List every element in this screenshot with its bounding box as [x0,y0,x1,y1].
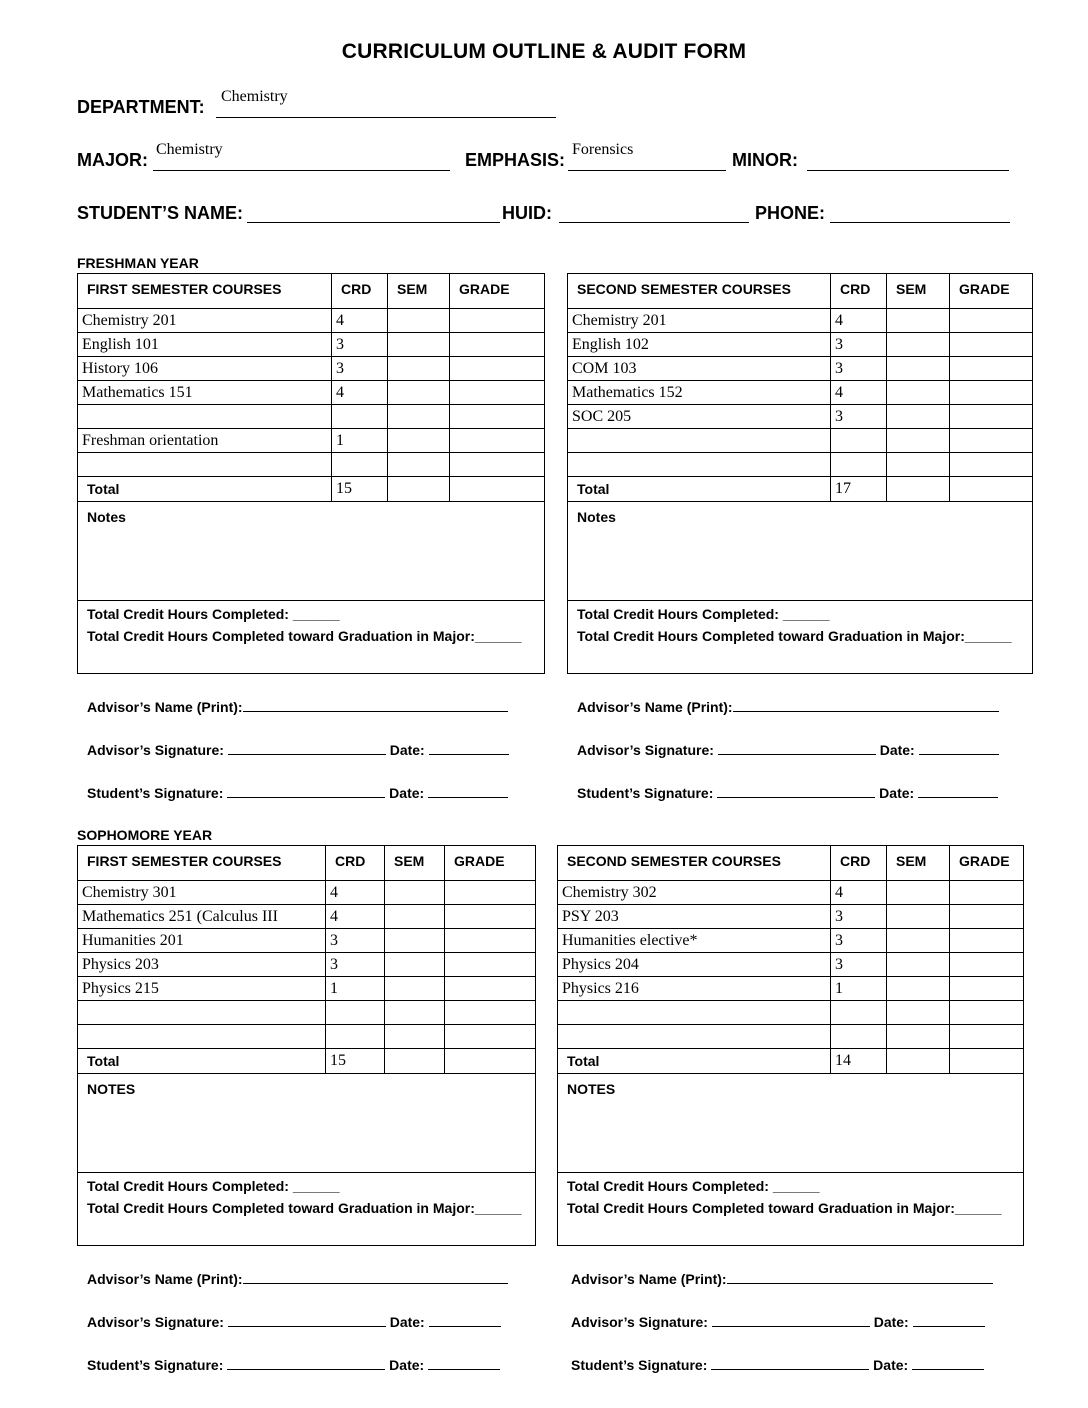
crd-cell[interactable]: 3 [831,953,887,977]
minor-label: MINOR: [732,150,798,170]
sophomore-year-label: SOPHOMORE YEAR [77,827,213,843]
advisor-signature-label: Advisor’s Signature: [571,1314,708,1330]
total-label: Total [78,1049,326,1074]
course-cell[interactable] [568,453,831,477]
credit-hours-completed: Total Credit Hours Completed: ______ [87,606,340,622]
course-cell[interactable] [568,429,831,453]
course-cell[interactable]: Physics 203 [78,953,326,977]
advisor-name-line[interactable] [87,1269,508,1287]
student-signature-line[interactable] [87,1355,500,1373]
freshman-first-semester-table [77,273,545,674]
grade-cell[interactable] [450,405,545,429]
sem-cell[interactable] [887,405,950,429]
advisor-signature-line[interactable] [87,1312,501,1330]
grade-cell[interactable] [445,881,536,905]
advisor-name-line[interactable] [571,1269,993,1287]
crd-cell[interactable]: 4 [831,309,887,333]
phone-label: PHONE: [755,203,826,223]
freshman-year-label: FRESHMAN YEAR [77,255,199,271]
date-label: Date: [389,1357,425,1373]
grade-cell[interactable] [445,1049,536,1074]
department-value: Chemistry [221,88,288,105]
course-cell[interactable] [78,405,332,429]
emphasis-field[interactable] [568,170,726,171]
date-label: Date: [389,742,425,758]
sem-cell[interactable] [887,977,950,1001]
course-cell[interactable]: English 101 [78,333,332,357]
student-name-field[interactable] [247,222,500,223]
grade-cell[interactable] [950,429,1033,453]
crd-cell[interactable]: 4 [326,881,385,905]
student-signature-label: Student’s Signature: [577,785,714,801]
grade-cell[interactable] [445,1001,536,1025]
crd-cell[interactable]: 1 [332,429,388,453]
course-cell[interactable]: Chemistry 301 [78,881,326,905]
advisor-name-label: Advisor’s Name (Print): [87,699,243,715]
sem-cell[interactable] [887,477,950,502]
course-cell[interactable]: English 102 [568,333,831,357]
date-label: Date: [873,1357,909,1373]
crd-cell[interactable]: 4 [831,381,887,405]
crd-cell[interactable]: 4 [831,881,887,905]
sem-cell[interactable] [385,1049,445,1074]
crd-cell[interactable]: 3 [831,905,887,929]
grade-cell[interactable] [450,381,545,405]
course-cell[interactable] [78,1025,326,1049]
col-header-sem: SEM [385,846,445,881]
notes-label: NOTES [567,1081,616,1097]
sem-cell[interactable] [887,881,950,905]
advisor-signature-line[interactable] [87,740,509,758]
sophomore-first-semester-table [77,845,536,1246]
form-title: CURRICULUM OUTLINE & AUDIT FORM [341,40,747,63]
credit-summary [568,601,1033,674]
sem-cell[interactable] [887,905,950,929]
credit-hours-graduation: Total Credit Hours Completed toward Graduation in Major:______ [87,1200,522,1216]
course-cell[interactable]: COM 103 [568,357,831,381]
course-cell[interactable]: Mathematics 251 (Calculus III [78,905,326,929]
grade-cell[interactable] [445,929,536,953]
advisor-name-line[interactable] [87,697,508,715]
notes-box[interactable] [558,1074,1024,1173]
course-cell[interactable]: Mathematics 151 [78,381,332,405]
crd-cell[interactable]: 3 [831,929,887,953]
advisor-name-label: Advisor’s Name (Print): [87,1271,243,1287]
student-signature-line[interactable] [571,1355,984,1373]
col-header-grade: GRADE [950,274,1033,309]
crd-cell[interactable]: 4 [332,381,388,405]
course-cell[interactable]: Chemistry 302 [558,881,831,905]
grade-cell[interactable] [450,429,545,453]
grade-cell[interactable] [950,405,1033,429]
student-signature-label: Student’s Signature: [571,1357,708,1373]
major-field[interactable] [153,170,450,171]
credit-hours-completed: Total Credit Hours Completed: ______ [577,606,830,622]
grade-cell[interactable] [445,977,536,1001]
grade-cell[interactable] [450,357,545,381]
sem-cell[interactable] [385,1001,445,1025]
sem-cell[interactable] [388,429,450,453]
advisor-name-line[interactable] [577,697,999,715]
crd-cell[interactable]: 4 [326,905,385,929]
grade-cell[interactable] [950,477,1033,502]
sem-cell[interactable] [385,905,445,929]
advisor-name-label: Advisor’s Name (Print): [571,1271,727,1287]
sem-cell[interactable] [385,881,445,905]
student-signature-label: Student’s Signature: [87,785,224,801]
crd-cell[interactable]: 1 [831,977,887,1001]
total-crd[interactable]: 17 [831,477,887,502]
huid-label: HUID: [502,203,552,223]
student-signature-line[interactable] [577,783,998,801]
grade-cell[interactable] [445,953,536,977]
emphasis-label: EMPHASIS: [465,150,566,170]
advisor-signature-label: Advisor’s Signature: [87,742,224,758]
crd-cell[interactable] [831,429,887,453]
sem-cell[interactable] [887,381,950,405]
major-label: MAJOR: [77,150,148,170]
notes-box[interactable] [568,502,1033,601]
course-cell[interactable] [78,1001,326,1025]
course-cell[interactable]: Physics 215 [78,977,326,1001]
grade-cell[interactable] [950,333,1033,357]
freshman-second-semester-table [567,273,1033,674]
sem-cell[interactable] [388,381,450,405]
total-crd[interactable]: 14 [831,1049,887,1074]
date-label: Date: [389,785,425,801]
advisor-signature-line[interactable] [577,740,999,758]
col-header-grade: GRADE [450,274,545,309]
sem-cell[interactable] [887,1049,950,1074]
crd-cell[interactable] [831,1025,887,1049]
col-header-crd: CRD [831,274,887,309]
sem-cell[interactable] [385,977,445,1001]
course-cell[interactable]: History 106 [78,357,332,381]
crd-cell[interactable]: 4 [332,309,388,333]
notes-label: Notes [577,509,616,525]
course-cell[interactable]: Physics 216 [558,977,831,1001]
crd-cell[interactable]: 3 [326,953,385,977]
huid-field[interactable] [559,222,749,223]
course-cell[interactable]: Freshman orientation [78,429,332,453]
col-header-grade: GRADE [950,846,1024,881]
crd-cell[interactable]: 3 [332,357,388,381]
sem-cell[interactable] [388,357,450,381]
sem-cell[interactable] [385,953,445,977]
sem-cell[interactable] [887,453,950,477]
credit-summary [558,1173,1024,1246]
col-header-sem: SEM [887,274,950,309]
col-header-grade: GRADE [445,846,536,881]
col-header-sem: SEM [388,274,450,309]
crd-cell[interactable]: 3 [831,405,887,429]
credit-hours-graduation: Total Credit Hours Completed toward Graduation in Major:______ [567,1200,1002,1216]
sem-cell[interactable] [887,929,950,953]
crd-cell[interactable] [332,453,388,477]
advisor-signature-label: Advisor’s Signature: [87,1314,224,1330]
grade-cell[interactable] [450,453,545,477]
major-value: Chemistry [156,141,223,158]
credit-summary [78,1173,536,1246]
total-label: Total [78,477,332,502]
student-signature-label: Student’s Signature: [87,1357,224,1373]
grade-cell[interactable] [445,1025,536,1049]
credit-summary [78,601,545,674]
grade-cell[interactable] [450,309,545,333]
col-header-courses: SECOND SEMESTER COURSES [568,274,831,309]
sem-cell[interactable] [887,1001,950,1025]
col-header-courses: FIRST SEMESTER COURSES [78,846,326,881]
grade-cell[interactable] [450,333,545,357]
student-name-label: STUDENT’S NAME: [77,203,243,223]
grade-cell[interactable] [445,905,536,929]
date-label: Date: [879,742,915,758]
course-cell[interactable]: Chemistry 201 [78,309,332,333]
date-label: Date: [389,1314,425,1330]
grade-cell[interactable] [950,881,1024,905]
sem-cell[interactable] [887,309,950,333]
advisor-name-label: Advisor’s Name (Print): [577,699,733,715]
notes-label: NOTES [87,1081,136,1097]
advisor-signature-label: Advisor’s Signature: [577,742,714,758]
col-header-crd: CRD [831,846,887,881]
total-crd[interactable]: 15 [326,1049,385,1074]
total-crd[interactable]: 15 [332,477,388,502]
course-cell[interactable] [78,453,332,477]
grade-cell[interactable] [950,905,1024,929]
grade-cell[interactable] [950,1025,1024,1049]
grade-cell[interactable] [950,381,1033,405]
crd-cell[interactable]: 1 [326,977,385,1001]
notes-box[interactable] [78,502,545,601]
course-cell[interactable]: Physics 204 [558,953,831,977]
course-cell[interactable]: PSY 203 [558,905,831,929]
sem-cell[interactable] [887,357,950,381]
grade-cell[interactable] [950,309,1033,333]
course-cell[interactable]: Mathematics 152 [568,381,831,405]
course-cell[interactable]: Humanities elective* [558,929,831,953]
sem-cell[interactable] [887,333,950,357]
sem-cell[interactable] [388,405,450,429]
sem-cell[interactable] [385,1025,445,1049]
emphasis-value: Forensics [572,141,634,158]
credit-hours-completed: Total Credit Hours Completed: ______ [567,1178,820,1194]
sem-cell[interactable] [388,477,450,502]
date-label: Date: [873,1314,909,1330]
credit-hours-graduation: Total Credit Hours Completed toward Graduation in Major:______ [577,628,1012,644]
crd-cell[interactable] [332,405,388,429]
phone-field[interactable] [830,222,1010,223]
sem-cell[interactable] [887,953,950,977]
crd-cell[interactable] [326,1001,385,1025]
grade-cell[interactable] [950,453,1033,477]
notes-label: Notes [87,509,126,525]
crd-cell[interactable]: 3 [831,333,887,357]
grade-cell[interactable] [950,1049,1024,1074]
sem-cell[interactable] [388,309,450,333]
department-field[interactable] [216,117,556,118]
credit-hours-completed: Total Credit Hours Completed: ______ [87,1178,340,1194]
crd-cell[interactable] [831,1001,887,1025]
student-signature-line[interactable] [87,783,508,801]
credit-hours-graduation: Total Credit Hours Completed toward Graduation in Major:______ [87,628,522,644]
col-header-crd: CRD [326,846,385,881]
advisor-signature-line[interactable] [571,1312,985,1330]
sem-cell[interactable] [385,929,445,953]
sem-cell[interactable] [388,453,450,477]
crd-cell[interactable] [831,453,887,477]
grade-cell[interactable] [950,357,1033,381]
col-header-crd: CRD [332,274,388,309]
col-header-sem: SEM [887,846,950,881]
course-cell[interactable] [558,1001,831,1025]
course-cell[interactable]: Humanities 201 [78,929,326,953]
crd-cell[interactable]: 3 [326,929,385,953]
department-label: DEPARTMENT: [77,97,205,117]
sem-cell[interactable] [887,1025,950,1049]
crd-cell[interactable]: 3 [332,333,388,357]
col-header-courses: FIRST SEMESTER COURSES [78,274,332,309]
sem-cell[interactable] [388,333,450,357]
grade-cell[interactable] [950,1001,1024,1025]
sophomore-second-semester-table [557,845,1024,1246]
total-label: Total [558,1049,831,1074]
col-header-courses: SECOND SEMESTER COURSES [558,846,831,881]
notes-box[interactable] [78,1074,536,1173]
minor-field[interactable] [807,170,1009,171]
grade-cell[interactable] [950,929,1024,953]
course-cell[interactable] [558,1025,831,1049]
sem-cell[interactable] [887,429,950,453]
crd-cell[interactable] [326,1025,385,1049]
grade-cell[interactable] [950,953,1024,977]
date-label: Date: [879,785,915,801]
crd-cell[interactable]: 3 [831,357,887,381]
course-cell[interactable]: SOC 205 [568,405,831,429]
course-cell[interactable]: Chemistry 201 [568,309,831,333]
grade-cell[interactable] [450,477,545,502]
total-label: Total [568,477,831,502]
grade-cell[interactable] [950,977,1024,1001]
